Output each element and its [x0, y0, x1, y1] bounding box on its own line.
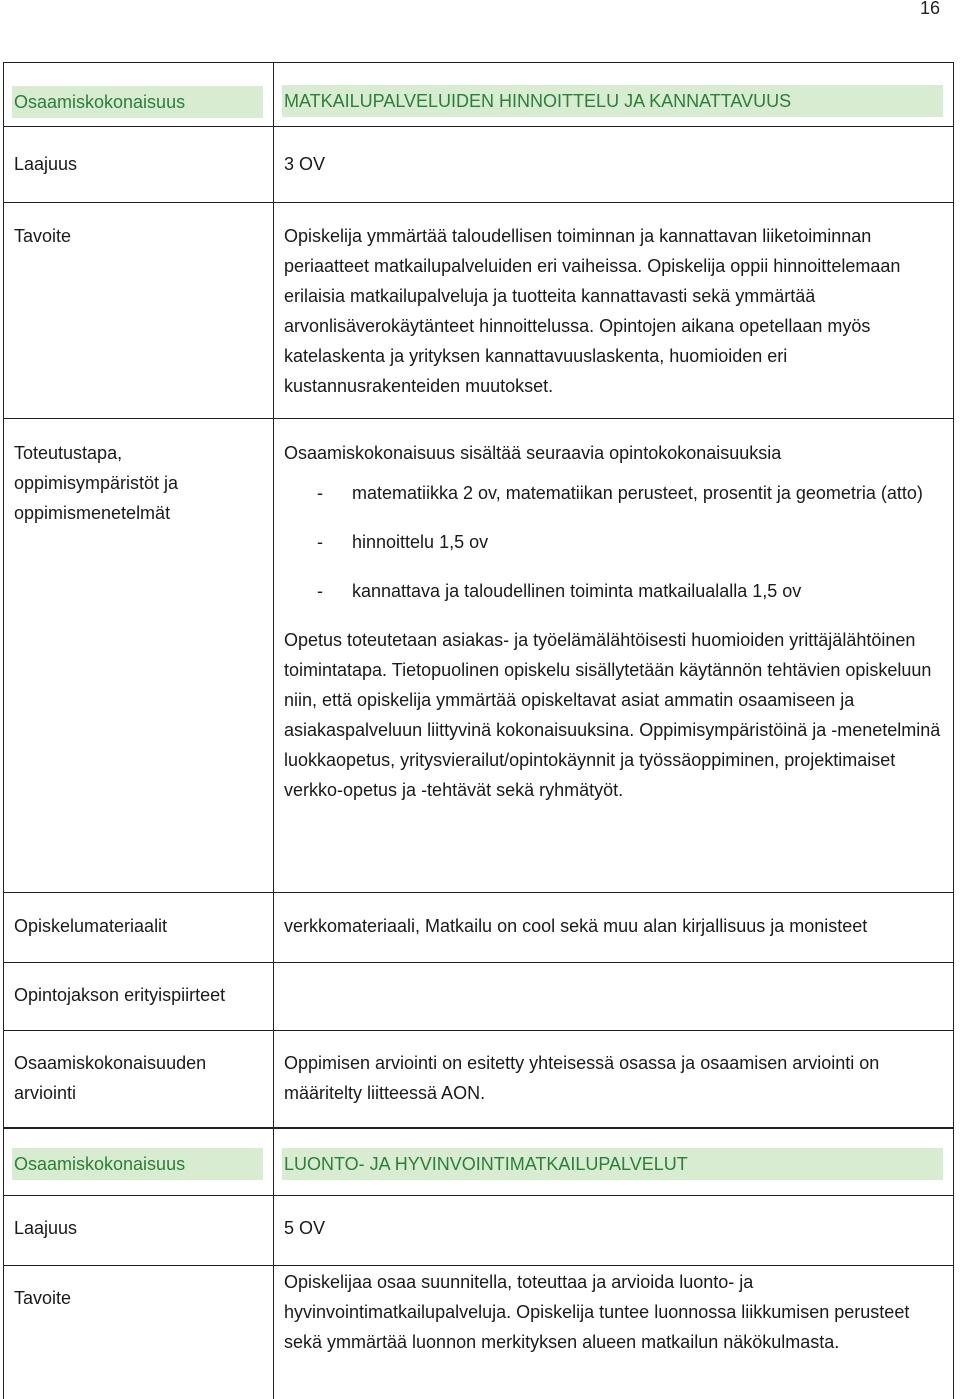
row-laajuus — [4, 1196, 954, 1266]
erityis-label: Opintojakson erityispiirteet — [4, 963, 274, 1031]
toteutus-text: Opetus toteutetaan asiakas- ja työelämälähtöisesti huomioiden yrittäjälähtöinen toimintatapa. Tietopuolinen opiskelu sisällytetään käytännön tehtävien opiskeluun niin, että opiskelija ymmärtää opiskeltavat asiat ammatin osaamiseen ja asiakaspalveluun liittyvinä kokonaisuuksina. Oppimisympäristöinä ja -menetelminä luokkaopetus, yritysvierailut/opintokäynnit ja työssäoppiminen, projektimaiset verkko-opetus ja -tehtävät sekä ryhmätyöt. — [284, 630, 941, 800]
value-cell — [274, 1128, 954, 1196]
osaamiskokonaisuus-label: Osaamiskokonaisuus — [12, 86, 263, 118]
list-item-text: kannattava ja taloudellinen toiminta matkailualalla 1,5 ov — [352, 581, 802, 601]
row-osaamiskokonaisuus — [4, 63, 954, 127]
arviointi-label: Osaamiskokonaisuuden arviointi — [4, 1031, 274, 1129]
list-item: - kannattava ja taloudellinen toiminta matkailualalla 1,5 ov — [317, 581, 802, 601]
row-laajuus — [4, 127, 954, 203]
erityis-value — [274, 963, 954, 1031]
laajuus-label: Laajuus — [4, 1196, 274, 1266]
osaamiskokonaisuus-title: LUONTO- JA HYVINVOINTIMATKAILUPALVELUT — [282, 1148, 943, 1180]
label-cell — [4, 1128, 274, 1196]
row-tavoite — [4, 203, 954, 419]
materiaalit-value: verkkomateriaali, Matkailu on cool sekä muu alan kirjallisuus ja monisteet — [274, 893, 954, 963]
materiaalit-label: Opiskelumateriaalit — [4, 893, 274, 963]
value-cell — [274, 63, 954, 127]
list-item: - hinnoittelu 1,5 ov — [317, 532, 489, 552]
curriculum-table-2 — [3, 1127, 954, 1399]
opintokokonaisuus-list — [284, 478, 943, 606]
tavoite-value: Opiskelijaa osaa suunnitella, toteuttaa ja arvioida luonto- ja hyvinvointimatkailupalveluja. Opiskelija tuntee luonnossa liikkumisen perusteet sekä ymmärtää luonnon merkityksen alueen matkailun näkökulmasta. — [274, 1266, 954, 1399]
row-tavoite — [4, 1266, 954, 1399]
row-arviointi — [4, 1031, 954, 1129]
row-toteutustapa — [4, 419, 954, 893]
list-item: - matematiikka 2 ov, matematiikan perusteet, prosentit ja geometria (atto) — [317, 483, 923, 503]
row-erityispiirteet — [4, 963, 954, 1031]
row-osaamiskokonaisuus — [4, 1128, 954, 1196]
page-number: 16 — [919, 0, 940, 18]
osaamiskokonaisuus-title: MATKAILUPALVELUIDEN HINNOITTELU JA KANNATTAVUUS — [282, 85, 943, 117]
arviointi-value: Oppimisen arviointi on esitetty yhteisessä osassa ja osaamisen arviointi on määritelty liitteessä AON. — [274, 1031, 954, 1129]
row-materiaalit — [4, 893, 954, 963]
tavoite-label: Tavoite — [4, 203, 274, 419]
toteutus-intro: Osaamiskokonaisuus sisältää seuraavia opintokokonaisuuksia — [284, 443, 782, 463]
toteutus-value — [274, 419, 954, 893]
toteutus-label: Toteutustapa, oppimisympäristöt ja oppimismenetelmät — [4, 419, 274, 893]
tavoite-value: Opiskelija ymmärtää taloudellisen toiminnan ja kannattavan liiketoiminnan periaatteet matkailupalveluiden eri vaiheissa. Opiskelija oppii hinnoittelemaan erilaisia matkailupalveluja ja tuotteita kannattavasti sekä ymmärtää arvonlisäverokäytänteet hinnoittelussa. Opintojen aikana opetellaan myös katelaskenta ja yrityksen kannattavuuslaskenta, huomioiden eri kustannusrakenteiden muutokset. — [274, 203, 954, 419]
curriculum-table-1 — [3, 62, 954, 1129]
osaamiskokonaisuus-label: Osaamiskokonaisuus — [12, 1148, 263, 1180]
tavoite-label: Tavoite — [4, 1266, 274, 1399]
laajuus-label: Laajuus — [4, 127, 274, 203]
list-item-text: matematiikka 2 ov, matematiikan perusteet, prosentit ja geometria (atto) — [352, 483, 923, 503]
laajuus-value: 3 OV — [274, 127, 954, 203]
laajuus-value: 5 OV — [274, 1196, 954, 1266]
list-item-text: hinnoittelu 1,5 ov — [352, 532, 489, 552]
label-cell — [4, 63, 274, 127]
